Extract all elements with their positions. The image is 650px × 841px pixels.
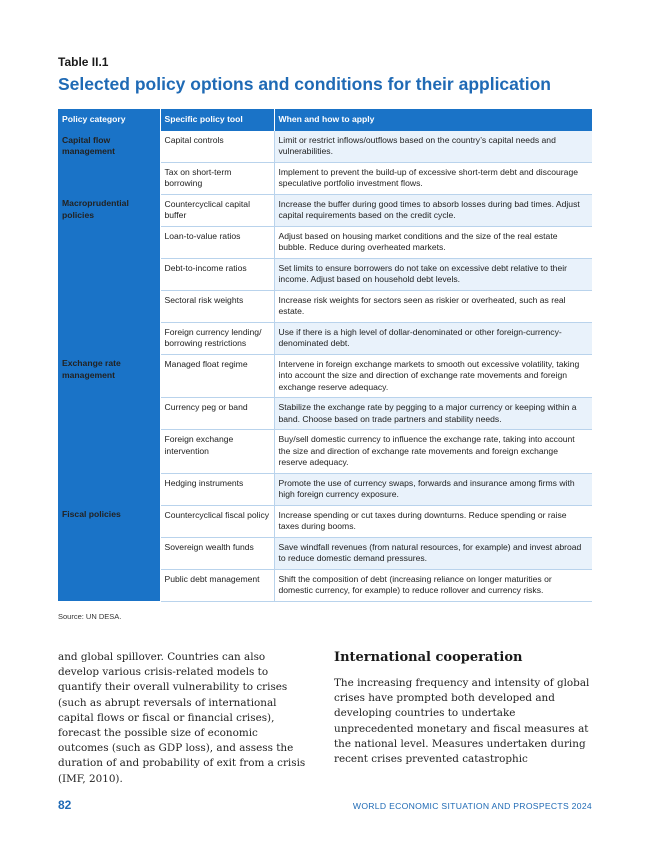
policy-tool-cell: Foreign currency lending/ borrowing restrictions	[160, 322, 274, 354]
policy-tool-cell: Sovereign wealth funds	[160, 537, 274, 569]
table-body	[58, 131, 592, 602]
policy-tool-cell: Capital controls	[160, 131, 274, 163]
policy-apply-cell: Stabilize the exchange rate by pegging to a major currency or keeping within a band. Choose based on trade partners and stability needs.	[274, 398, 592, 430]
policy-category-cell: Macroprudential policies	[58, 194, 160, 354]
policy-tool-cell: Hedging instruments	[160, 473, 274, 505]
policy-apply-cell: Implement to prevent the build-up of excessive short-term debt and discourage speculative portfolio investment flows.	[274, 162, 592, 194]
policy-apply-cell: Adjust based on housing market conditions and the size of the real estate bubble. Reduce during overheated markets.	[274, 226, 592, 258]
table-source: Source: UN DESA.	[58, 612, 122, 621]
policy-apply-cell: Shift the composition of debt (increasing reliance on longer maturities or domestic currency, for example) to reduce rollover and currency risks.	[274, 569, 592, 601]
policy-apply-cell: Increase the buffer during good times to absorb losses during bad times. Adjust capital requirements based on the credit cycle.	[274, 194, 592, 226]
table-row	[58, 131, 592, 163]
policy-apply-cell: Increase risk weights for sectors seen as riskier or overheated, such as real estate.	[274, 290, 592, 322]
body-right-paragraph: The increasing frequency and intensity of global crises have prompted both developed and developing countries to undertake unprecedented monetary and fiscal measures at the national level. Measures undertaken during recent crises prevented catastrophic	[334, 677, 590, 766]
policy-category-cell: Exchange rate management	[58, 354, 160, 505]
policy-tool-cell: Sectoral risk weights	[160, 290, 274, 322]
table-row	[58, 194, 592, 226]
policy-tool-cell: Countercyclical capital buffer	[160, 194, 274, 226]
policy-tool-cell: Currency peg or band	[160, 398, 274, 430]
table-title: Selected policy options and conditions for their application	[58, 74, 551, 94]
policy-apply-cell: Limit or restrict inflows/outflows based on the country’s capital needs and vulnerabilities.	[274, 131, 592, 163]
table-header-row	[58, 109, 592, 131]
policy-apply-cell: Intervene in foreign exchange markets to smooth out excessive volatility, taking into account the size and direction of exchange rate movements and foreign exchange reserve adequacy.	[274, 354, 592, 398]
policy-apply-cell: Increase spending or cut taxes during downturns. Reduce spending or raise taxes during booms.	[274, 505, 592, 537]
header-specific-policy-tool: Specific policy tool	[160, 109, 274, 131]
table-label: Table II.1	[58, 55, 109, 69]
policy-table	[58, 109, 593, 602]
header-when-how-to-apply: When and how to apply	[274, 109, 592, 131]
table-row	[58, 505, 592, 537]
policy-category-cell: Capital flow management	[58, 131, 160, 195]
policy-tool-cell: Managed float regime	[160, 354, 274, 398]
policy-apply-cell: Buy/sell domestic currency to influence the exchange rate, taking into account the size and direction of exchange rate movements and foreign exchange reserve adequacy.	[274, 430, 592, 474]
section-heading: International cooperation	[334, 650, 523, 665]
body-left-paragraph: and global spillover. Countries can also develop various crisis-related models to quantify their overall vulnerability to crises (such as abrupt reversals of international capital flows or fiscal or financial crises), forecast the possible size of economic outcomes (such as GDP loss), and assess the duration of and probability of exit from a crisis (IMF, 2010).	[58, 651, 306, 785]
policy-apply-cell: Save windfall revenues (from natural resources, for example) and invest abroad to reduce domestic demand pressures.	[274, 537, 592, 569]
policy-tool-cell: Foreign exchange intervention	[160, 430, 274, 474]
page-number: 82	[58, 798, 72, 812]
policy-tool-cell: Loan-to-value ratios	[160, 226, 274, 258]
policy-apply-cell: Promote the use of currency swaps, forwards and insurance among firms with high foreign currency exposure.	[274, 473, 592, 505]
policy-tool-cell: Debt-to-income ratios	[160, 258, 274, 290]
policy-category-cell: Fiscal policies	[58, 505, 160, 601]
policy-tool-cell: Public debt management	[160, 569, 274, 601]
table-row	[58, 354, 592, 398]
policy-tool-cell: Countercyclical fiscal policy	[160, 505, 274, 537]
policy-apply-cell: Use if there is a high level of dollar-denominated or other foreign-currency-denominated debt.	[274, 322, 592, 354]
header-policy-category: Policy category	[58, 109, 160, 131]
running-title: WORLD ECONOMIC SITUATION AND PROSPECTS 2024	[352, 801, 592, 811]
policy-tool-cell: Tax on short-term borrowing	[160, 162, 274, 194]
policy-apply-cell: Set limits to ensure borrowers do not take on excessive debt relative to their income. Adjust based on household debt levels.	[274, 258, 592, 290]
